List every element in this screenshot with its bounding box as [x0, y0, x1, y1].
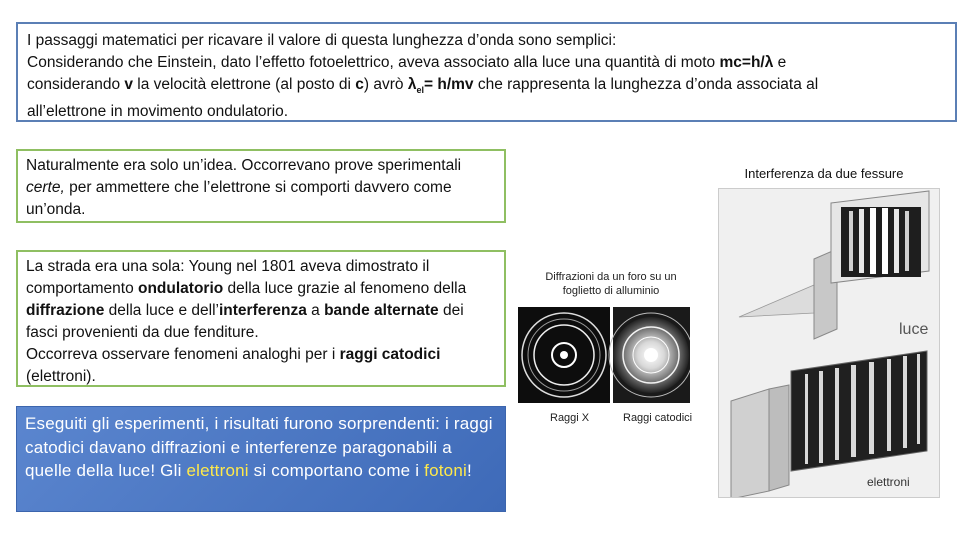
c-symbol: c	[355, 76, 364, 93]
caption-raggi-catodici: Raggi catodici	[623, 412, 693, 424]
keyword-interferenza: interferenza	[218, 302, 307, 319]
intro-text: e	[773, 54, 787, 71]
young-text: Occorreva osservare fenomeni analoghi per i	[26, 346, 340, 363]
xray-diffraction-pattern	[518, 307, 610, 403]
intro-text: ) avrò	[363, 76, 408, 93]
label-luce: luce	[899, 321, 929, 338]
wavelength-formula	[407, 76, 474, 96]
keyword-ondulatorio: ondulatorio	[138, 280, 224, 297]
interference-figure-title: Interferenza da due fessure	[744, 166, 904, 181]
lambda-symbol: λ	[407, 76, 417, 93]
caption-raggi-x: Raggi X	[550, 412, 590, 424]
young-text: dei fasci provenienti da due fenditure.	[26, 302, 464, 341]
highlight-fotoni: fotoni	[424, 461, 467, 480]
idea-text: per ammettere che l’elettrone si comporti davvero come un’onda.	[26, 179, 452, 218]
lambda-subscript: el	[416, 85, 424, 96]
young-text-box	[16, 250, 506, 387]
intro-line-2	[27, 52, 946, 74]
intro-text: che rappresenta la lunghezza d’onda associata al	[473, 76, 819, 93]
young-text: della luce grazie al fenomeno della	[223, 280, 467, 297]
idea-italic: certe,	[26, 179, 65, 196]
light-fringe-bands	[841, 207, 921, 277]
formula-rhs: = h/mv	[424, 76, 474, 93]
intro-text-box	[16, 22, 957, 122]
keyword-bande: bande alternate	[324, 302, 439, 319]
cathode-ray-diffraction-pattern	[609, 307, 690, 403]
highlight-elettroni: elettroni	[186, 461, 249, 480]
result-text: Eseguiti gli esperimenti, i risultati furono sorprendenti: i raggi catodici davano diffrazioni e interferenze paragonabili a quelle della luce! Gli	[25, 414, 493, 480]
keyword-diffrazione: diffrazione	[26, 302, 105, 319]
result-text: si comportano come i	[248, 461, 425, 480]
young-text: a	[306, 302, 325, 319]
intro-text: considerando	[27, 76, 125, 93]
young-text: La strada era una sola: Young nel 1801 aveva dimostrato il comportamento	[26, 258, 430, 297]
intro-line-3	[27, 74, 946, 101]
keyword-raggi-catodici: raggi catodici	[339, 346, 441, 363]
intro-line-4: all’elettrone in movimento ondulatorio.	[27, 103, 289, 121]
intro-text: la velocità elettrone (al posto di	[133, 76, 356, 93]
result-text-box	[16, 406, 506, 512]
idea-text: Naturalmente era solo un’idea. Occorrevano prove sperimentali	[26, 157, 462, 174]
result-text: !	[466, 461, 472, 480]
young-text: della luce e dell’	[104, 302, 219, 319]
label-elettroni: elettroni	[867, 475, 910, 489]
momentum-formula: mc=h/λ	[719, 54, 774, 71]
velocity-symbol: v	[124, 76, 133, 93]
idea-text-box	[16, 149, 506, 223]
young-text: (elettroni).	[26, 368, 96, 385]
diffraction-figure-title: Diffrazioni da un foro su un foglietto di alluminio	[545, 271, 677, 297]
interference-figure	[718, 188, 940, 498]
intro-text: Considerando che Einstein, dato l’effetto fotoelettrico, aveva associato alla luce una quantità di moto	[27, 54, 720, 71]
intro-line-1: I passaggi matematici per ricavare il valore di questa lunghezza d’onda sono semplici:	[27, 32, 617, 49]
diffraction-figure	[518, 307, 690, 403]
